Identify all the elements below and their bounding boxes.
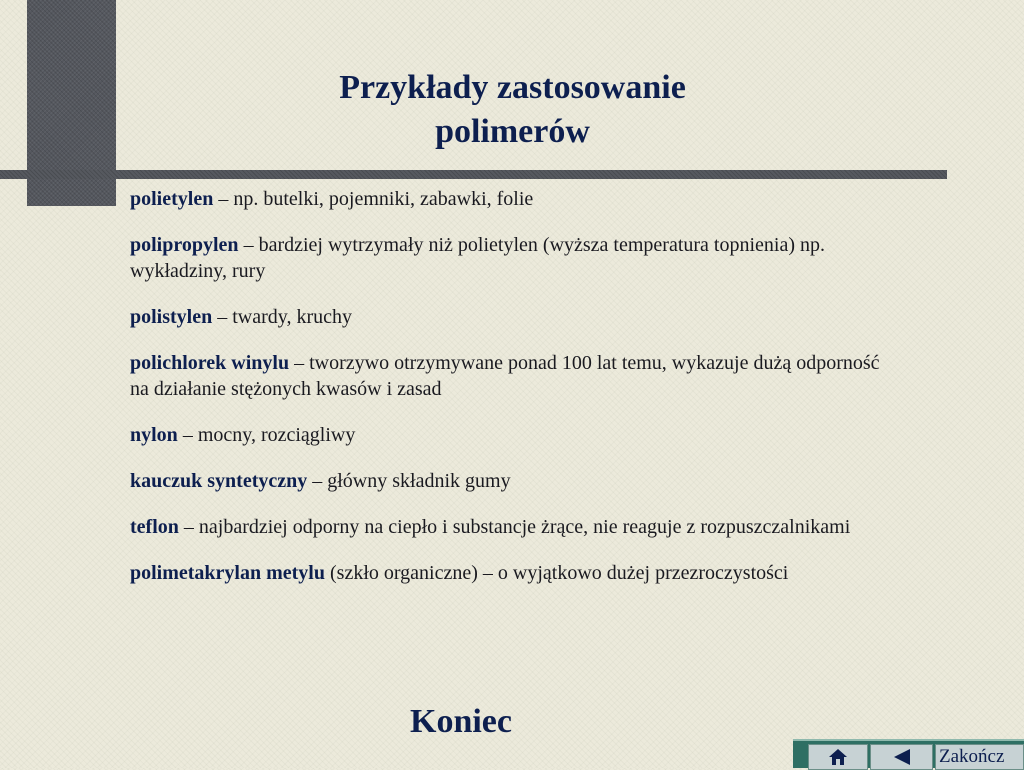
end-link[interactable]: Koniec	[410, 703, 512, 740]
polymer-list	[130, 186, 890, 606]
list-item	[130, 514, 890, 540]
item-description: – twardy, kruchy	[212, 306, 353, 328]
list-item	[130, 304, 890, 330]
item-description: – najbardziej odporny na ciepło i substancje żrące, nie reaguje z rozpuszczalnikami	[178, 516, 851, 538]
item-description: – np. butelki, pojemniki, zabawki, folie	[213, 188, 534, 210]
back-arrow-icon	[892, 748, 912, 766]
item-term: polichlorek winylu	[130, 352, 290, 374]
item-description: (szkło organiczne) – o wyjątkowo dużej przezroczystości	[325, 562, 789, 584]
decorative-horizontal-bar	[0, 170, 947, 179]
item-description: – główny składnik gumy	[307, 470, 511, 492]
list-item	[130, 350, 890, 402]
navigation-bar	[793, 739, 1024, 768]
list-item	[130, 232, 890, 284]
item-term: polipropylen	[130, 234, 239, 256]
list-item	[130, 560, 890, 586]
item-term: nylon	[130, 424, 178, 446]
end-show-button[interactable]: Zakończ	[935, 744, 1024, 770]
slide-title-line-1: Przykłady zastosowanie	[339, 69, 686, 106]
item-term: teflon	[130, 516, 179, 538]
item-description: – mocny, rozciągliwy	[177, 424, 356, 446]
slide-title	[240, 66, 785, 154]
item-description: – bardziej wytrzymały niż polietylen (wyższa temperatura topnienia) np. wykładziny, rury	[130, 234, 826, 282]
home-icon	[828, 748, 848, 766]
item-term: polimetakrylan metylu	[130, 562, 325, 584]
item-term: polietylen	[130, 188, 214, 210]
item-term: polistylen	[130, 306, 213, 328]
list-item	[130, 422, 890, 448]
slide-title-line-2: polimerów	[435, 113, 590, 150]
list-item	[130, 468, 890, 494]
item-description: – tworzywo otrzymywane ponad 100 lat temu, wykazuje dużą odporność na działanie stężonych kwasów i zasad	[130, 352, 880, 400]
home-button[interactable]	[808, 744, 868, 770]
back-button[interactable]	[870, 744, 933, 770]
list-item	[130, 186, 890, 212]
item-term: kauczuk syntetyczny	[130, 470, 308, 492]
